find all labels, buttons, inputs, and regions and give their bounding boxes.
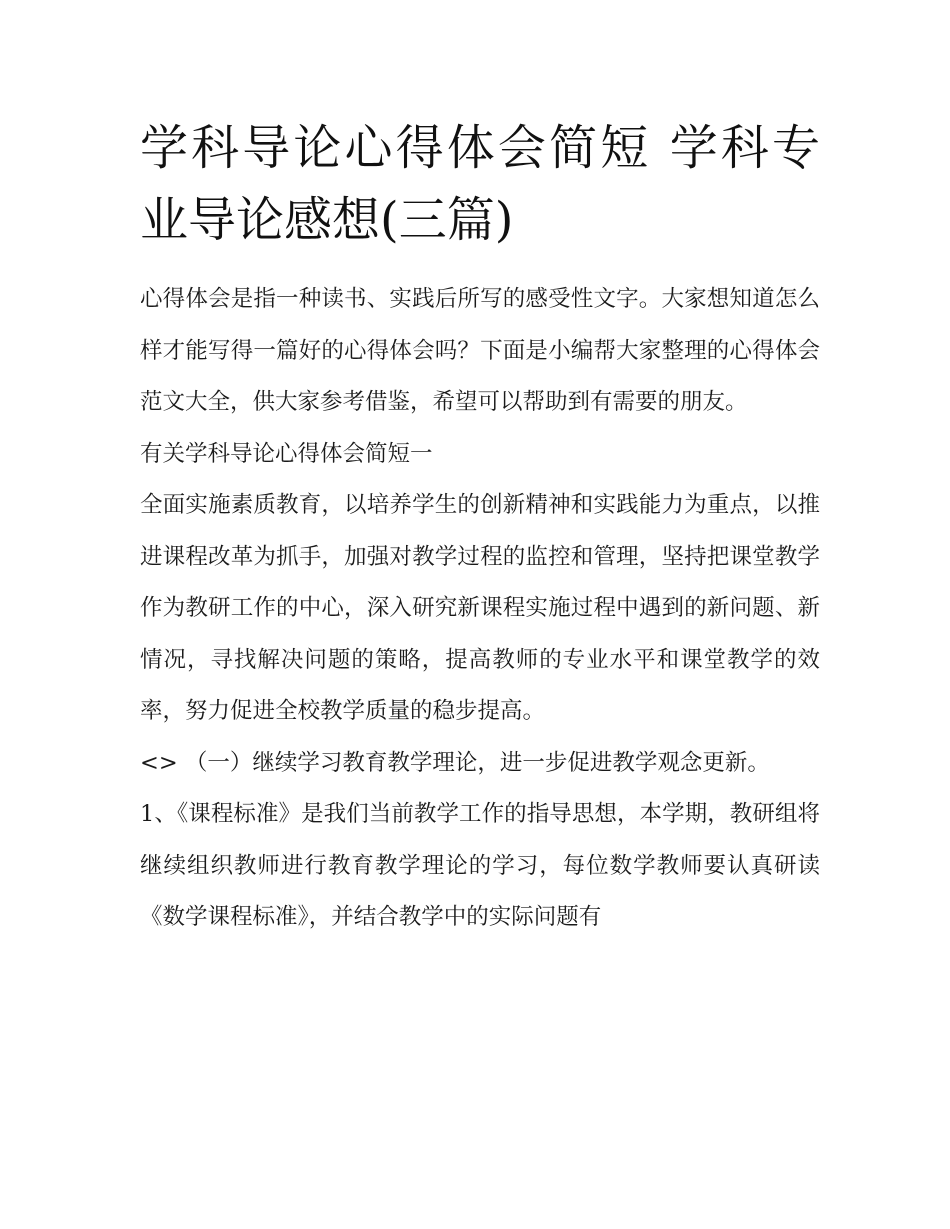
subsection-heading: <> （一）继续学习教育教学理论，进一步促进教学观念更新。 (140, 749, 770, 776)
intro-paragraph: 心得体会是指一种读书、实践后所写的感受性文字。大家想知道怎么样才能写得一篇好的心得体会吗？下面是小编帮大家整理的心得体会范文大全，供大家参考借鉴，希望可以帮助到有需要的朋友。 (140, 286, 820, 415)
section-heading: 有关学科导论心得体会简短一 (140, 440, 433, 467)
document-body (140, 112, 820, 944)
numbered-paragraph: 1、《课程标准》是我们当前教学工作的指导思想，本学期，教研组将继续组织教师进行教育教学理论的学习，每位数学教师要认真研读《数学课程标准》，并结合教学中的实际问题有 (140, 801, 820, 930)
document-title: 学科导论心得体会简短 学科专业导论感想(三篇) (140, 120, 820, 248)
body-paragraph: 全面实施素质教育，以培养学生的创新精神和实践能力为重点，以推进课程改革为抓手，加强对教学过程的监控和管理，坚持把课堂教学作为教研工作的中心，深入研究新课程实施过程中遇到的新问题、新情况，寻找解决问题的策略，提高教师的专业水平和课堂教学的效率，努力促进全校教学质量的稳步提高。 (140, 492, 820, 724)
